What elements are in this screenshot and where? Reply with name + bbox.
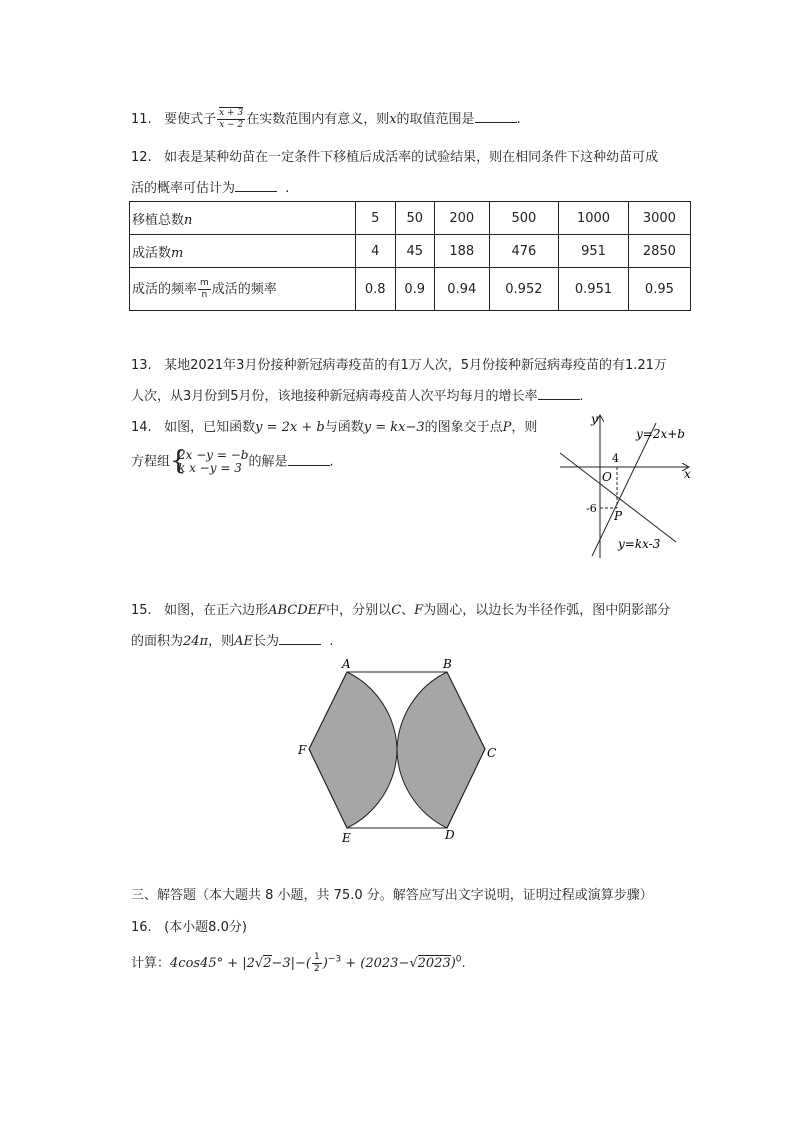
q15-end: .	[329, 634, 334, 649]
q14-number: 14.	[131, 420, 152, 435]
q13-number: 13.	[131, 358, 152, 373]
q16-term-4: + (2023−	[341, 956, 410, 971]
vertex-label-d: D	[445, 828, 455, 842]
q14-func-1: y = 2x + b	[255, 420, 325, 435]
vertex-label-a: A	[342, 657, 351, 671]
q12-number: 12.	[131, 150, 152, 165]
x-tick-label: 4	[612, 452, 619, 465]
q13-answer-blank[interactable]	[538, 387, 580, 400]
table-cell: 188	[435, 235, 490, 268]
q14-text-e: 方程组	[131, 454, 171, 470]
question-15-line1	[131, 599, 670, 618]
q16-calc-label: 计算：	[131, 956, 171, 971]
q15-text-b: 中，分别以	[326, 603, 392, 618]
q16-sqrt-2: 2	[263, 956, 272, 971]
q16-end: .	[461, 956, 466, 971]
table-cell: 500	[489, 202, 559, 235]
q11-suffix: 在实数范围内有意义，则	[246, 112, 390, 127]
q16-half: $\frac{1}{2}$	[314, 952, 320, 974]
table-row	[130, 202, 691, 235]
table-cell: 0.951	[559, 268, 629, 311]
q12-text-2: 活的概率可估计为	[131, 181, 236, 196]
table-cell: 1000	[559, 202, 629, 235]
question-16-expression: 计算：4cos45° + |2√2−3|−( $\frac{1}{2}$ )$^{-3} + (2023-√2023)^0$.	[131, 952, 466, 974]
survival-rate-table	[129, 201, 691, 311]
q12-end: .	[285, 181, 290, 196]
q16-term-3: )	[322, 956, 328, 971]
point-p-label: P	[614, 509, 623, 523]
q14-eq-2: k x −y = 3	[178, 461, 242, 475]
y-axis-label: y	[591, 412, 598, 426]
table-cell: 2850	[628, 235, 690, 268]
table-cell: 3000	[628, 202, 690, 235]
q11-var: x	[389, 112, 397, 127]
q14-text-c: 的图象交于点	[424, 420, 503, 435]
q11-end: .	[516, 112, 521, 127]
table-cell: 476	[489, 235, 559, 268]
q16-exp-0: 0	[455, 954, 462, 965]
q11-frac-den: x − 2	[219, 120, 244, 130]
q11-answer-blank[interactable]	[475, 110, 517, 123]
q15-hexagon: ABCDEF	[268, 603, 327, 618]
q14-point: P	[502, 420, 512, 435]
x-axis-label: x	[684, 467, 691, 481]
q11-frac-num: x + 3	[219, 108, 244, 118]
question-12-line1	[131, 146, 658, 165]
table-row	[130, 268, 691, 311]
vertex-label-e: E	[342, 831, 351, 845]
q14-equation-system	[170, 446, 249, 476]
line1-label: y=2x+b	[636, 427, 685, 441]
question-15-line2	[131, 630, 333, 649]
q14-answer-blank[interactable]	[288, 453, 330, 466]
line-y-kx-3	[560, 453, 676, 542]
table-cell: 0.952	[489, 268, 559, 311]
table-cell: 5	[356, 202, 396, 235]
vertex-label-c: C	[487, 746, 497, 760]
q15-ae: AE	[234, 634, 254, 649]
brace-icon: {	[170, 446, 187, 476]
q16-sqrt-2023: 2023	[417, 956, 451, 971]
question-13-line2	[131, 385, 584, 404]
table-cell: 200	[435, 202, 490, 235]
table-cell: 0.94	[435, 268, 490, 311]
question-14-line1	[131, 416, 537, 435]
question-14-line2	[131, 446, 334, 476]
row-header: 移植总数n	[130, 202, 356, 235]
q13-text-1: 某地2021年3月份接种新冠病毒疫苗的有1万人次，5月份接种新冠病毒疫苗的有1.21万	[164, 358, 667, 373]
q12-answer-blank[interactable]	[235, 179, 277, 192]
q16-number: 16.	[131, 920, 152, 935]
q15-text-d: 的面积为	[131, 634, 184, 649]
q11-prefix: 要使式子	[164, 112, 217, 127]
q15-text-a: 如图，在正六边形	[164, 603, 269, 618]
q15-text-c: 为圆心，以边长为半径作弧，图中阴影部分	[423, 603, 671, 618]
q11-number: 11.	[131, 112, 152, 127]
origin-label: O	[602, 470, 612, 484]
q16-term-2: −3|−(	[271, 956, 312, 971]
q14-func-2: y = kx−3	[363, 420, 425, 435]
q15-number: 15.	[131, 603, 152, 618]
q14-text-d: ，则	[511, 420, 538, 435]
q14-eq-1: 2x −y = −b	[178, 448, 249, 462]
table-cell: 0.8	[356, 268, 396, 311]
row-header: 成活的频率 $\frac{m}{n}$ 成活的频率	[130, 268, 356, 311]
table-row	[130, 235, 691, 268]
line2-label: y=kx-3	[618, 537, 661, 551]
q15-f: F	[414, 603, 424, 618]
q16-term-5: )	[450, 956, 456, 971]
table-cell: 45	[395, 235, 435, 268]
q15-text-f: 长为	[253, 634, 280, 649]
q11-suffix2: 的取值范围是	[396, 112, 475, 127]
q14-text-b: 与函数	[324, 420, 364, 435]
shaded-region-right	[397, 672, 485, 828]
row-header: 成活数m	[130, 235, 356, 268]
question-12-line2	[131, 177, 289, 196]
q14-text-a: 如图，已知函数	[164, 420, 256, 435]
q16-exp-3: −3	[327, 954, 342, 965]
q15-answer-blank[interactable]	[279, 632, 321, 645]
question-13-line1	[131, 354, 667, 373]
section-3-title: 三、解答题（本大题共 8 小题，共 75.0 分。解答应写出文字说明，证明过程或演算步骤）	[131, 888, 653, 903]
vertex-label-f: F	[298, 743, 307, 757]
question-11	[131, 108, 521, 131]
table-cell: 951	[559, 235, 629, 268]
vertex-label-b: B	[443, 657, 452, 671]
q13-end: .	[579, 389, 584, 404]
table-cell: 0.95	[628, 268, 690, 311]
question-16-header	[131, 916, 247, 935]
q15-sep: 、	[401, 603, 415, 618]
q11-fraction	[217, 108, 245, 131]
table-cell: 0.9	[395, 268, 435, 311]
section-3-heading	[131, 884, 653, 903]
q16-points: (本小题8.0分)	[164, 920, 247, 935]
q12-text-1: 如表是某种幼苗在一定条件下移植后成活率的试验结果，则在相同条件下这种幼苗可成	[164, 150, 659, 165]
q14-text-f: 的解是	[248, 454, 288, 470]
y-tick-label: -6	[586, 502, 597, 515]
q15-c: C	[391, 603, 402, 618]
q16-term-1: 4cos45° + |2	[170, 956, 255, 971]
q14-end: .	[329, 454, 334, 470]
q15-text-e: ，则	[208, 634, 235, 649]
table-cell: 50	[395, 202, 435, 235]
q15-area: 24π	[183, 634, 209, 649]
table-cell: 4	[356, 235, 396, 268]
shaded-region-left	[309, 672, 397, 828]
q13-text-2: 人次，从3月份到5月份，该地接种新冠病毒疫苗人次平均每月的增长率	[131, 389, 538, 404]
q14-graph	[550, 410, 700, 560]
q15-hexagon-figure	[290, 652, 510, 852]
